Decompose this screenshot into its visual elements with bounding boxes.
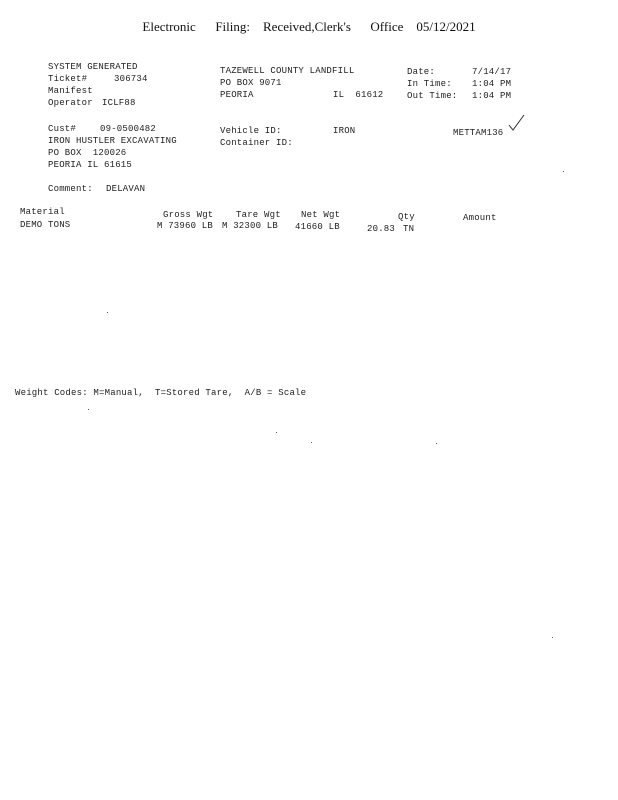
out-time-value: 1:04 PM: [472, 91, 512, 101]
scan-speck: [436, 443, 437, 444]
customer-po-box: PO BOX 120026: [48, 148, 127, 158]
in-time-value: 1:04 PM: [472, 79, 512, 89]
row-material: DEMO TONS: [20, 220, 71, 230]
operator-label: Operator: [48, 98, 93, 108]
scan-speck: [311, 442, 312, 443]
amount-column-header: Amount: [463, 213, 497, 223]
ticket-number: 306734: [114, 74, 148, 84]
stamp-office: Office: [370, 19, 404, 34]
facility-city: PEORIA: [220, 90, 254, 100]
scan-speck: [563, 171, 564, 172]
customer-number: 09-0500482: [100, 124, 157, 134]
operator-value: ICLF88: [102, 98, 136, 108]
checkmark-icon: [508, 113, 526, 133]
filing-stamp: [0, 19, 618, 35]
out-time-label: Out Time:: [407, 91, 458, 101]
system-generated-label: SYSTEM GENERATED: [48, 62, 138, 72]
quantity-column-header: Qty: [398, 212, 415, 222]
ticket-label: Ticket#: [48, 74, 88, 84]
date-value: 7/14/17: [472, 67, 512, 77]
stamp-date: 05/12/2021: [416, 19, 476, 34]
scan-speck: [88, 409, 89, 410]
net-weight-column-header: Net Wgt: [301, 210, 341, 220]
vehicle-id-value: IRON: [333, 126, 356, 136]
customer-city: PEORIA IL 61615: [48, 160, 133, 170]
comment-label: Comment:: [48, 184, 93, 194]
vehicle-id-label: Vehicle ID:: [220, 126, 282, 136]
scan-speck: [552, 637, 553, 638]
comment-value: DELAVAN: [106, 184, 146, 194]
row-net-weight: 41660 LB: [295, 222, 340, 232]
row-quantity: 20.83: [367, 224, 396, 234]
handwritten-reference: METTAM136: [453, 128, 504, 138]
row-unit: TN: [403, 224, 415, 234]
row-gross-weight: M 73960 LB: [157, 221, 214, 231]
gross-weight-column-header: Gross Wgt: [163, 210, 214, 220]
manifest-label: Manifest: [48, 86, 93, 96]
row-tare-weight: M 32300 LB: [222, 221, 279, 231]
stamp-filing: Filing:: [215, 19, 250, 34]
tare-weight-column-header: Tare Wgt: [236, 210, 281, 220]
facility-name: TAZEWELL COUNTY LANDFILL: [220, 66, 355, 76]
stamp-electronic: Electronic: [142, 19, 196, 34]
in-time-label: In Time:: [407, 79, 452, 89]
container-id-label: Container ID:: [220, 138, 293, 148]
material-column-header: Material: [20, 207, 65, 217]
customer-name: IRON HUSTLER EXCAVATING: [48, 136, 177, 146]
facility-po-box: PO BOX 9071: [220, 78, 282, 88]
scan-speck: [276, 432, 277, 433]
customer-number-label: Cust#: [48, 124, 77, 134]
stamp-received: Received,Clerk's: [263, 19, 351, 34]
scan-speck: [107, 312, 108, 313]
date-label: Date:: [407, 67, 436, 77]
weight-codes-legend: Weight Codes: M=Manual, T=Stored Tare, A/B = Scale: [15, 388, 307, 398]
facility-state-zip: IL 61612: [333, 90, 384, 100]
